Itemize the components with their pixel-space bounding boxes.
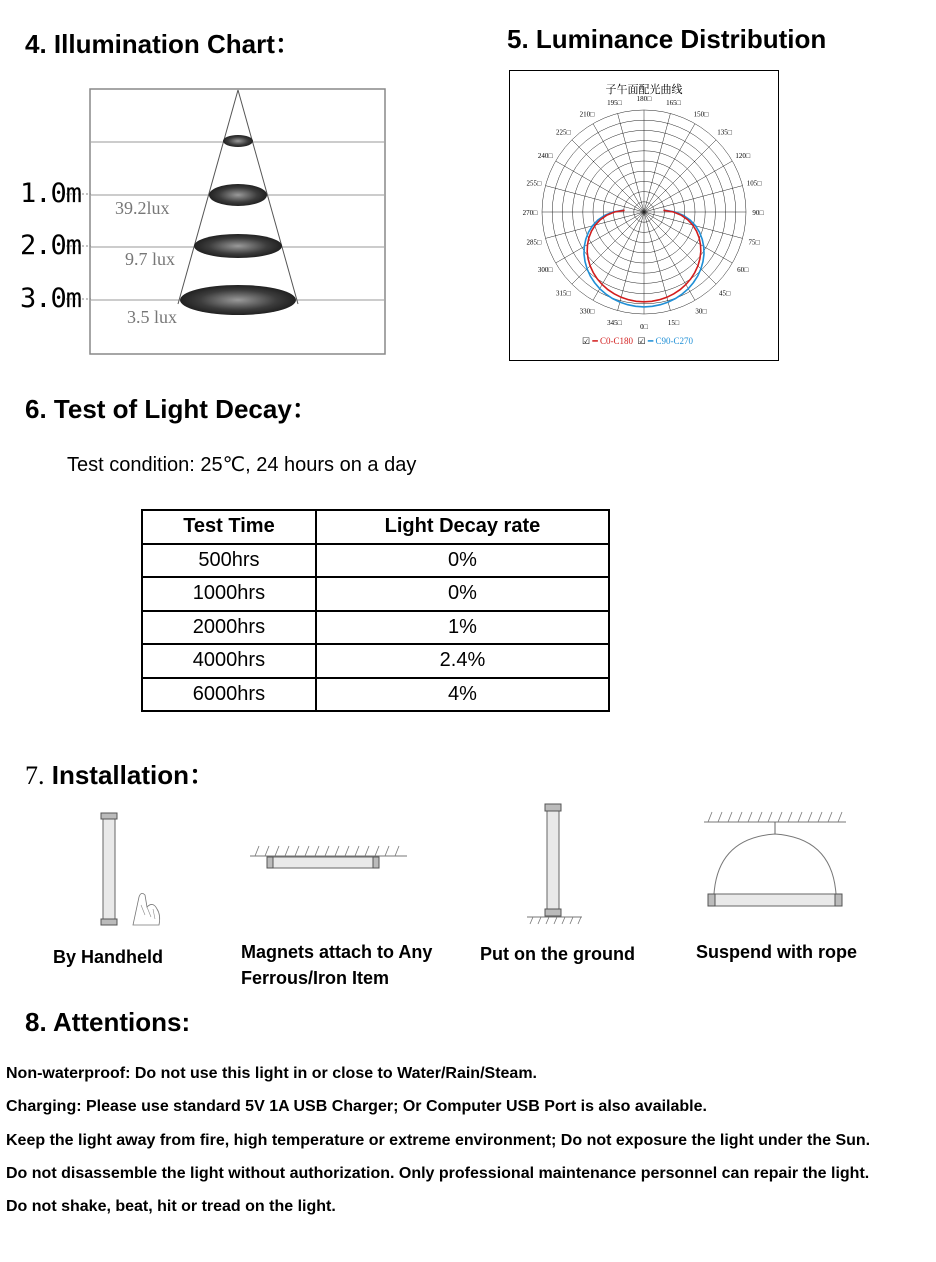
- polar-angle-label: 45□: [718, 289, 731, 298]
- attention-item: Do not disassemble the light without authorization. Only professional maintenance personnel can repair the light.: [6, 1165, 870, 1182]
- legend-check-icon: ☑: [637, 336, 646, 346]
- polar-grid-spoke: [593, 212, 644, 300]
- polar-angle-label: 165□: [666, 98, 681, 107]
- polar-grid-spoke: [644, 113, 670, 212]
- legend-c90-swatch: ━: [647, 336, 654, 346]
- decay-rate-cell: 0%: [316, 577, 609, 611]
- decay-rate-cell: 1%: [316, 611, 609, 645]
- polar-angle-label: 255□: [526, 179, 542, 188]
- decay-rate-cell: 2.4%: [316, 644, 609, 678]
- polar-grid-spoke: [644, 124, 695, 212]
- polar-grid-spoke: [644, 212, 716, 284]
- install-label-handheld: By Handheld: [53, 947, 164, 967]
- polar-angle-label: 90□: [752, 209, 764, 217]
- header-decay-rate: Light Decay rate: [316, 510, 609, 544]
- test-condition: Test condition: 25℃, 24 hours on a day: [67, 454, 417, 476]
- legend-c0-swatch: ━: [592, 336, 598, 346]
- attention-item: Charging: Please use standard 5V 1A USB Charger; Or Computer USB Port is also available.: [6, 1098, 707, 1115]
- polar-grid-spoke: [644, 161, 732, 212]
- light-decay-table: [141, 509, 610, 712]
- polar-chart: [510, 71, 778, 360]
- luminance-distribution-title: 5. Luminance Distribution: [507, 24, 827, 54]
- lux-label-2m: 9.7 lux: [125, 249, 176, 269]
- installation-text: Installation：: [44, 760, 215, 790]
- polar-angle-label: 225□: [556, 128, 571, 137]
- polar-angle-label: 30□: [695, 307, 707, 316]
- polar-grid-spoke: [545, 186, 644, 212]
- polar-angle-label: 270□: [522, 209, 538, 217]
- decay-rate-cell: 4%: [316, 678, 609, 712]
- illumination-diagram: [0, 80, 400, 365]
- polar-grid-spoke: [593, 124, 644, 212]
- distance-label-2m: 2.0m: [20, 230, 82, 261]
- polar-grid-spoke: [556, 161, 644, 212]
- light-decay-title: 6. Test of Light Decay：: [25, 394, 318, 424]
- test-time-cell: 1000hrs: [142, 577, 316, 611]
- polar-angle-label: 300□: [537, 266, 553, 274]
- polar-chart-frame: [509, 70, 779, 361]
- polar-angle-label: 75□: [748, 238, 760, 247]
- legend-check-icon: ☑: [582, 336, 591, 346]
- handheld-illustration: [95, 805, 170, 930]
- polar-angle-label: 0□: [640, 323, 648, 331]
- lux-label-3m: 3.5 lux: [127, 307, 178, 327]
- installation-title: [25, 755, 215, 792]
- polar-grid-spoke: [644, 212, 695, 300]
- header-test-time: Test Time: [142, 510, 316, 544]
- polar-angle-label: 15□: [667, 319, 680, 328]
- polar-legend: [582, 336, 693, 347]
- test-time-cell: 4000hrs: [142, 644, 316, 678]
- polar-grid-spoke: [572, 212, 644, 284]
- polar-chart-title: 子午面配光曲线: [605, 83, 683, 96]
- lux-label-1m: 39.2lux: [115, 198, 170, 218]
- install-label-ground: Put on the ground: [480, 944, 635, 964]
- table-row: [142, 611, 609, 645]
- test-time-cell: 2000hrs: [142, 611, 316, 645]
- attention-item: Non-waterproof: Do not use this light in or close to Water/Rain/Steam.: [6, 1065, 537, 1082]
- polar-angle-label: 315□: [556, 289, 571, 298]
- polar-angle-label: 120□: [735, 152, 751, 160]
- table-row: [142, 678, 609, 712]
- polar-angle-label: 285□: [526, 238, 542, 247]
- polar-angle-label: 330□: [579, 307, 595, 316]
- polar-grid-spoke: [618, 212, 644, 311]
- installation-number: 7.: [25, 761, 45, 790]
- distance-label-3m: 3.0m: [20, 283, 82, 314]
- polar-grid-spoke: [644, 140, 716, 212]
- attention-item: Keep the light away from fire, high temperature or extreme environment; Do not exposure the light under the Sun.: [6, 1132, 871, 1149]
- table-row: [142, 644, 609, 678]
- legend-c0-label: C0-C180: [600, 336, 634, 346]
- distance-label-1m: 1.0m: [20, 178, 82, 209]
- table-row: [142, 544, 609, 578]
- install-label-magnets: Magnets attach to Any Ferrous/Iron Item: [241, 942, 433, 988]
- test-time-cell: 500hrs: [142, 544, 316, 578]
- legend-c90-label: C90-C270: [655, 336, 694, 346]
- polar-angle-label: 150□: [693, 110, 709, 119]
- polar-angle-label: 60□: [737, 266, 749, 274]
- polar-grid-spoke: [618, 113, 644, 212]
- suspend-illustration: [700, 808, 850, 913]
- polar-angle-label: 345□: [607, 319, 622, 328]
- polar-angle-label: 195□: [607, 98, 622, 107]
- magnet-illustration: [245, 840, 410, 875]
- polar-grid-spoke: [644, 186, 743, 212]
- polar-angle-label: 105□: [746, 179, 762, 188]
- install-label-suspend: Suspend with rope: [696, 942, 858, 962]
- polar-angle-label: 210□: [579, 110, 595, 119]
- ground-illustration: [522, 800, 587, 928]
- polar-grid-spoke: [644, 212, 670, 311]
- table-row: [142, 577, 609, 611]
- polar-grid-spoke: [572, 140, 644, 212]
- attentions-title: 8. Attentions:: [25, 1007, 191, 1037]
- decay-rate-cell: 0%: [316, 544, 609, 578]
- illumination-chart-title: 4. Illumination Chart：: [25, 29, 301, 59]
- polar-angle-label: 240□: [537, 152, 553, 160]
- polar-angle-label: 135□: [717, 128, 732, 137]
- attention-item: Do not shake, beat, hit or tread on the light.: [6, 1198, 336, 1215]
- test-time-cell: 6000hrs: [142, 678, 316, 712]
- table-header-row: [142, 510, 609, 544]
- polar-angle-label: 180□: [636, 95, 652, 103]
